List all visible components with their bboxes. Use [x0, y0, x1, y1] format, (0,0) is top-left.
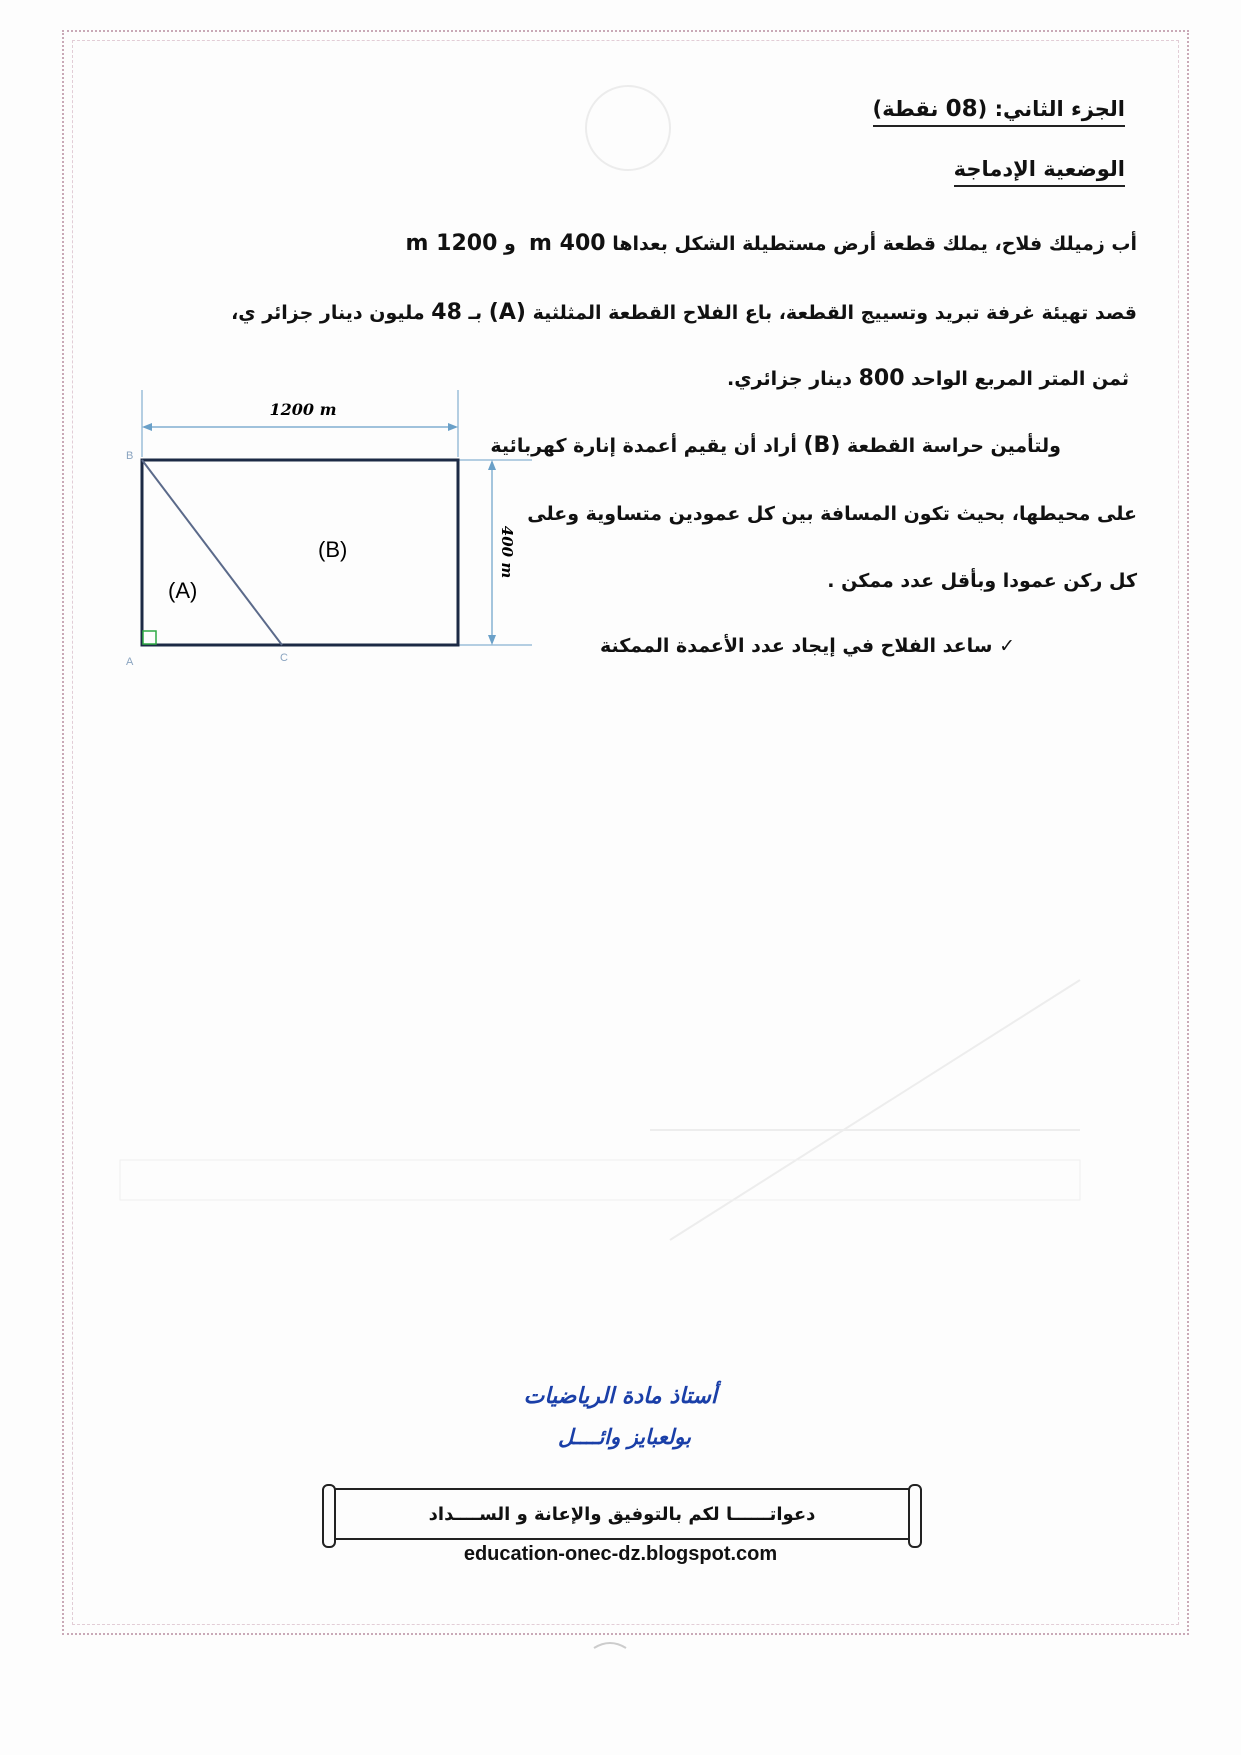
height-label: 400 m — [498, 525, 516, 579]
price-prefix: بـ — [468, 302, 483, 324]
vertex-c-label: C — [280, 652, 288, 664]
vertex-b-label: B — [126, 450, 134, 462]
wishes-text: دعواتــــــا لكم بالتوفيق والإعانة و الســــداد — [428, 1503, 816, 1525]
and-word: و — [504, 233, 516, 255]
teacher-name: بولعبايز وائــــل — [557, 1424, 691, 1449]
right-angle-mark — [143, 631, 156, 644]
line4-pre: ولتأمين حراسة القطعة — [847, 435, 1061, 457]
line2-text: قصد تهيئة غرفة تبريد وتسييج القطعة، باع الفلاح القطعة المثلثية — [532, 302, 1137, 324]
height-arrow-bottom — [488, 635, 496, 645]
region-b-label: (B) — [318, 537, 348, 562]
website-link[interactable]: education-onec-dz.blogspot.com — [463, 1543, 778, 1565]
line3-post: دينار جزائري. — [727, 368, 852, 390]
region-a-label: (A) — [168, 578, 198, 603]
region-a-ref: (A) — [488, 300, 526, 325]
section-title: الوضعية الإدماجة — [954, 157, 1125, 187]
task-line — [600, 635, 1015, 657]
problem-line-4 — [490, 433, 1061, 458]
problem-line-5: على محيطها، بحيث تكون المسافة بين كل عمودين متساوية وعلى — [527, 503, 1137, 525]
height-arrow-top — [488, 460, 496, 470]
teacher-title: أستاذ مادة الرياضيات — [523, 1383, 717, 1409]
land-figure — [120, 385, 540, 675]
triangle-hypotenuse — [142, 460, 282, 645]
price-suffix: مليون دينار جزائر ي، — [231, 302, 425, 324]
problem-line-3 — [727, 366, 1129, 391]
sale-price: 48 — [431, 300, 462, 325]
width-arrow-left — [142, 423, 152, 431]
points-value: 08 — [945, 96, 978, 122]
wishes-banner — [330, 1488, 914, 1540]
line3-pre: ثمن المتر المربع الواحد — [911, 368, 1129, 390]
land-rectangle — [142, 460, 458, 645]
task-text: ساعد الفلاح في إيجاد عدد الأعمدة الممكنة — [599, 635, 993, 657]
page-number-mark — [590, 1636, 630, 1656]
dimension-width: 400 m — [529, 231, 606, 256]
width-label: 1200 m — [269, 400, 337, 419]
points-unit: نقطة — [882, 97, 939, 121]
section-heading — [954, 157, 1125, 181]
problem-line-2 — [231, 300, 1137, 325]
square-meter-price: 800 — [858, 366, 905, 391]
region-b-ref: (B) — [803, 433, 841, 458]
vertex-a-label: A — [126, 656, 134, 668]
problem-line-1 — [406, 231, 1137, 256]
width-arrow-right — [448, 423, 458, 431]
part-heading: الجزء الثاني: (08 نقطة) — [873, 96, 1125, 122]
problem-line-6: كل ركن عمودا وبأقل عدد ممكن . — [827, 570, 1137, 592]
line1-text: أب زميلك فلاح، يملك قطعة أرض مستطيلة الشكل بعداها — [612, 233, 1137, 255]
check-icon: ✓ — [999, 635, 1015, 657]
part-label: الجزء الثاني: — [994, 97, 1125, 121]
line4-post: أراد أن يقيم أعمدة إنارة كهربائية — [490, 435, 797, 457]
dimension-length: 1200 m — [405, 231, 498, 256]
